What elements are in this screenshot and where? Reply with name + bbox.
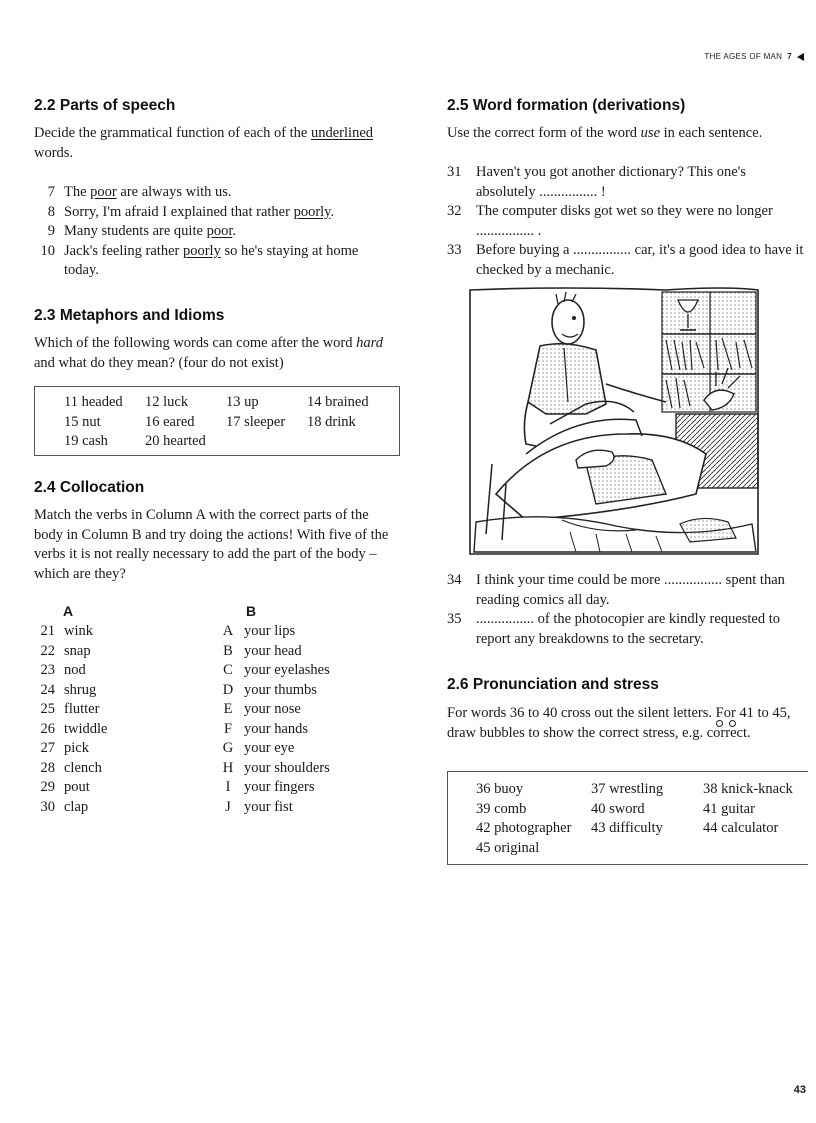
pronunciation-word: 39 comb [476, 800, 527, 817]
idiom-word: 15 nut [64, 413, 101, 430]
body-part: your head [244, 642, 302, 659]
item-number: 24 [40, 681, 55, 698]
idiom-word-grid [64, 393, 397, 452]
item-text: The computer disks got wet so they were no longer ................ . [476, 203, 773, 239]
item-text: Many students are quite [64, 223, 207, 239]
item-underlined: poor [90, 184, 117, 200]
idiom-word: 20 hearted [145, 433, 206, 449]
item-text: Before buying a ................ car, it's a good idea to have it checked by a mechanic. [476, 242, 804, 278]
verb: pick [64, 740, 89, 756]
verb: clench [64, 759, 102, 776]
s22-instr-underlined: underlined [311, 125, 374, 141]
item-underlined: poorly [182, 242, 221, 259]
list-item [34, 203, 394, 223]
list-item [447, 202, 805, 241]
list-item [221, 622, 401, 642]
list-item [221, 681, 401, 701]
item-number: 21 [40, 623, 55, 639]
page-number: 43 [793, 1084, 806, 1096]
list-item [221, 720, 401, 740]
item-letter: G [222, 740, 234, 756]
item-text: so he's staying at home today. [64, 242, 359, 278]
pronunciation-word: 43 difficulty [591, 820, 663, 836]
pronunciation-word: 44 calculator [703, 820, 779, 836]
running-title: THE AGES OF MAN [704, 52, 783, 61]
list-item [34, 183, 394, 203]
column-b-list [221, 622, 401, 817]
item-number: 26 [40, 720, 55, 737]
stress-example [707, 724, 751, 744]
stress-bubble-icon [729, 720, 736, 727]
idiom-word: 13 up [226, 394, 259, 410]
pronunciation-word: 45 original [476, 839, 540, 856]
item-letter: D [222, 681, 234, 698]
idiom-word: 16 eared [145, 413, 195, 430]
body-part: your fist [244, 798, 293, 815]
stress-example-word: correct. [706, 724, 751, 741]
item-text: . [330, 203, 335, 220]
cartoon-illustration [466, 284, 762, 564]
s23-instr-italic: hard [356, 335, 383, 351]
item-text: The [64, 184, 91, 200]
pronunciation-word: 37 wrestling [591, 781, 664, 797]
item-underlined: poor [206, 223, 233, 239]
s25-instr-b: in each sentence. [660, 125, 763, 141]
item-letter: A [222, 623, 234, 639]
item-text: I think your time could be more ................ spent than reading comics all day. [476, 572, 785, 608]
idiom-word: 17 sleeper [226, 413, 286, 430]
idiom-word: 14 brained [307, 394, 369, 410]
item-number: 7 [47, 184, 55, 200]
column-a-list [34, 622, 204, 817]
list-item [34, 739, 204, 759]
list-item [34, 242, 394, 281]
pronunciation-word-box [447, 771, 808, 865]
list-item [34, 720, 204, 740]
s22-instr-a: Decide the grammatical function of each of the [34, 125, 308, 141]
body-part: your nose [244, 701, 301, 717]
item-number: 10 [40, 242, 55, 259]
section-2-2-title: 2.2 Parts of speech [34, 97, 176, 114]
item-text: ................ of the photocopier are kindly requested to report any breakdowns to the secretary. [476, 611, 781, 647]
item-letter: I [225, 779, 231, 795]
body-part: your thumbs [244, 681, 317, 698]
item-text: Jack's feeling rather [64, 242, 183, 259]
list-item [221, 661, 401, 681]
pronunciation-word: 36 buoy [476, 781, 524, 797]
body-part: your eyelashes [244, 662, 330, 678]
verb: pout [64, 779, 90, 795]
item-letter: C [223, 662, 233, 678]
section-2-4-instruction: Match the verbs in Column A with the correct parts of the body in Column B and try doing the actions! With five of the verbs it is not really necessary to add the part of the body – which are they? [34, 507, 389, 582]
section-2-5-title: 2.5 Word formation (derivations) [447, 97, 686, 114]
item-text: Sorry, I'm afraid I explained that rather [64, 203, 294, 220]
verb: wink [64, 623, 93, 639]
item-number: 9 [47, 223, 55, 239]
idiom-word: 12 luck [145, 394, 189, 410]
item-number: 22 [40, 642, 55, 659]
body-part: your fingers [244, 779, 315, 795]
s26-instr-text: For words 36 to 40 cross out the silent letters. For 41 to 45, draw bubbles to show the correct stress, e.g. [447, 705, 791, 741]
section-2-2-items [34, 183, 394, 281]
s22-instr-b: words. [34, 144, 74, 161]
item-number: 28 [40, 759, 55, 776]
triangle-marker-icon [797, 53, 804, 61]
item-number: 29 [40, 779, 55, 795]
item-text: are always with us. [116, 184, 232, 200]
list-item [221, 759, 401, 779]
s25-instr-a: Use the correct form of the word [447, 125, 641, 141]
running-head [704, 47, 804, 67]
list-item [34, 798, 204, 818]
pronunciation-word: 40 sword [591, 800, 645, 817]
item-number: 35 [447, 611, 462, 627]
pronunciation-word: 42 photographer [476, 820, 572, 836]
item-letter: F [223, 720, 233, 737]
item-number: 25 [40, 701, 55, 717]
item-text: Haven't you got another dictionary? This one's absolutely ................ ! [476, 164, 746, 200]
item-number: 31 [447, 164, 462, 180]
item-text: . [232, 223, 236, 239]
list-item [447, 571, 805, 610]
item-number: 23 [40, 662, 55, 678]
verb: clap [64, 798, 89, 815]
item-number: 8 [47, 203, 55, 220]
item-letter: J [225, 798, 231, 815]
list-item [221, 700, 401, 720]
list-item [34, 778, 204, 798]
column-b-heading: B [246, 603, 257, 619]
list-item [447, 610, 805, 649]
body-part: your shoulders [244, 759, 330, 776]
section-2-3-title: 2.3 Metaphors and Idioms [34, 307, 225, 324]
item-letter: H [222, 759, 234, 776]
item-number: 30 [40, 798, 55, 815]
column-a-heading: A [63, 603, 74, 619]
section-2-5-items-top [447, 163, 805, 280]
item-number: 27 [40, 740, 55, 756]
section-2-2-instruction [34, 124, 394, 163]
body-part: your lips [244, 623, 296, 639]
body-part: your eye [244, 740, 295, 756]
section-2-6-title: 2.6 Pronunciation and stress [447, 676, 659, 693]
item-number: 34 [447, 572, 462, 588]
list-item [221, 798, 401, 818]
section-2-6-instruction [447, 704, 805, 743]
list-item [34, 661, 204, 681]
item-number: 33 [447, 242, 462, 258]
idiom-word-box [34, 386, 400, 456]
pronunciation-word-grid [476, 780, 813, 858]
list-item [34, 642, 204, 662]
list-item [221, 642, 401, 662]
unit-page-number: 7 [787, 52, 792, 61]
verb: twiddle [64, 720, 108, 737]
verb: snap [64, 642, 91, 659]
section-2-3-instruction [34, 334, 394, 373]
verb: shrug [64, 681, 97, 698]
idiom-word: 11 headed [64, 394, 123, 410]
s25-instr-italic: use [640, 125, 661, 141]
pronunciation-word: 38 knick-knack [703, 781, 793, 797]
pronunciation-word: 41 guitar [703, 800, 755, 817]
s23-instr-a: Which of the following words can come after the word [34, 335, 357, 351]
idiom-word: 18 drink [307, 413, 356, 430]
list-item [447, 163, 805, 202]
list-item [447, 241, 805, 280]
idiom-word: 19 cash [64, 433, 108, 449]
item-letter: E [223, 701, 233, 717]
verb: flutter [64, 701, 100, 717]
section-2-5-instruction [447, 124, 807, 144]
item-number: 32 [447, 203, 462, 219]
body-part: your hands [244, 720, 309, 737]
stress-bubble-icon [716, 720, 723, 727]
item-letter: B [223, 642, 233, 659]
list-item [34, 622, 204, 642]
section-2-4-title: 2.4 Collocation [34, 479, 145, 496]
list-item [34, 681, 204, 701]
item-underlined: poorly [293, 203, 331, 220]
s23-instr-b: and what do they mean? (four do not exist) [34, 354, 284, 371]
list-item [221, 778, 401, 798]
list-item [221, 739, 401, 759]
section-2-5-items-bottom [447, 571, 805, 649]
verb: nod [64, 662, 86, 678]
list-item [34, 222, 394, 242]
list-item [34, 700, 204, 720]
list-item [34, 759, 204, 779]
